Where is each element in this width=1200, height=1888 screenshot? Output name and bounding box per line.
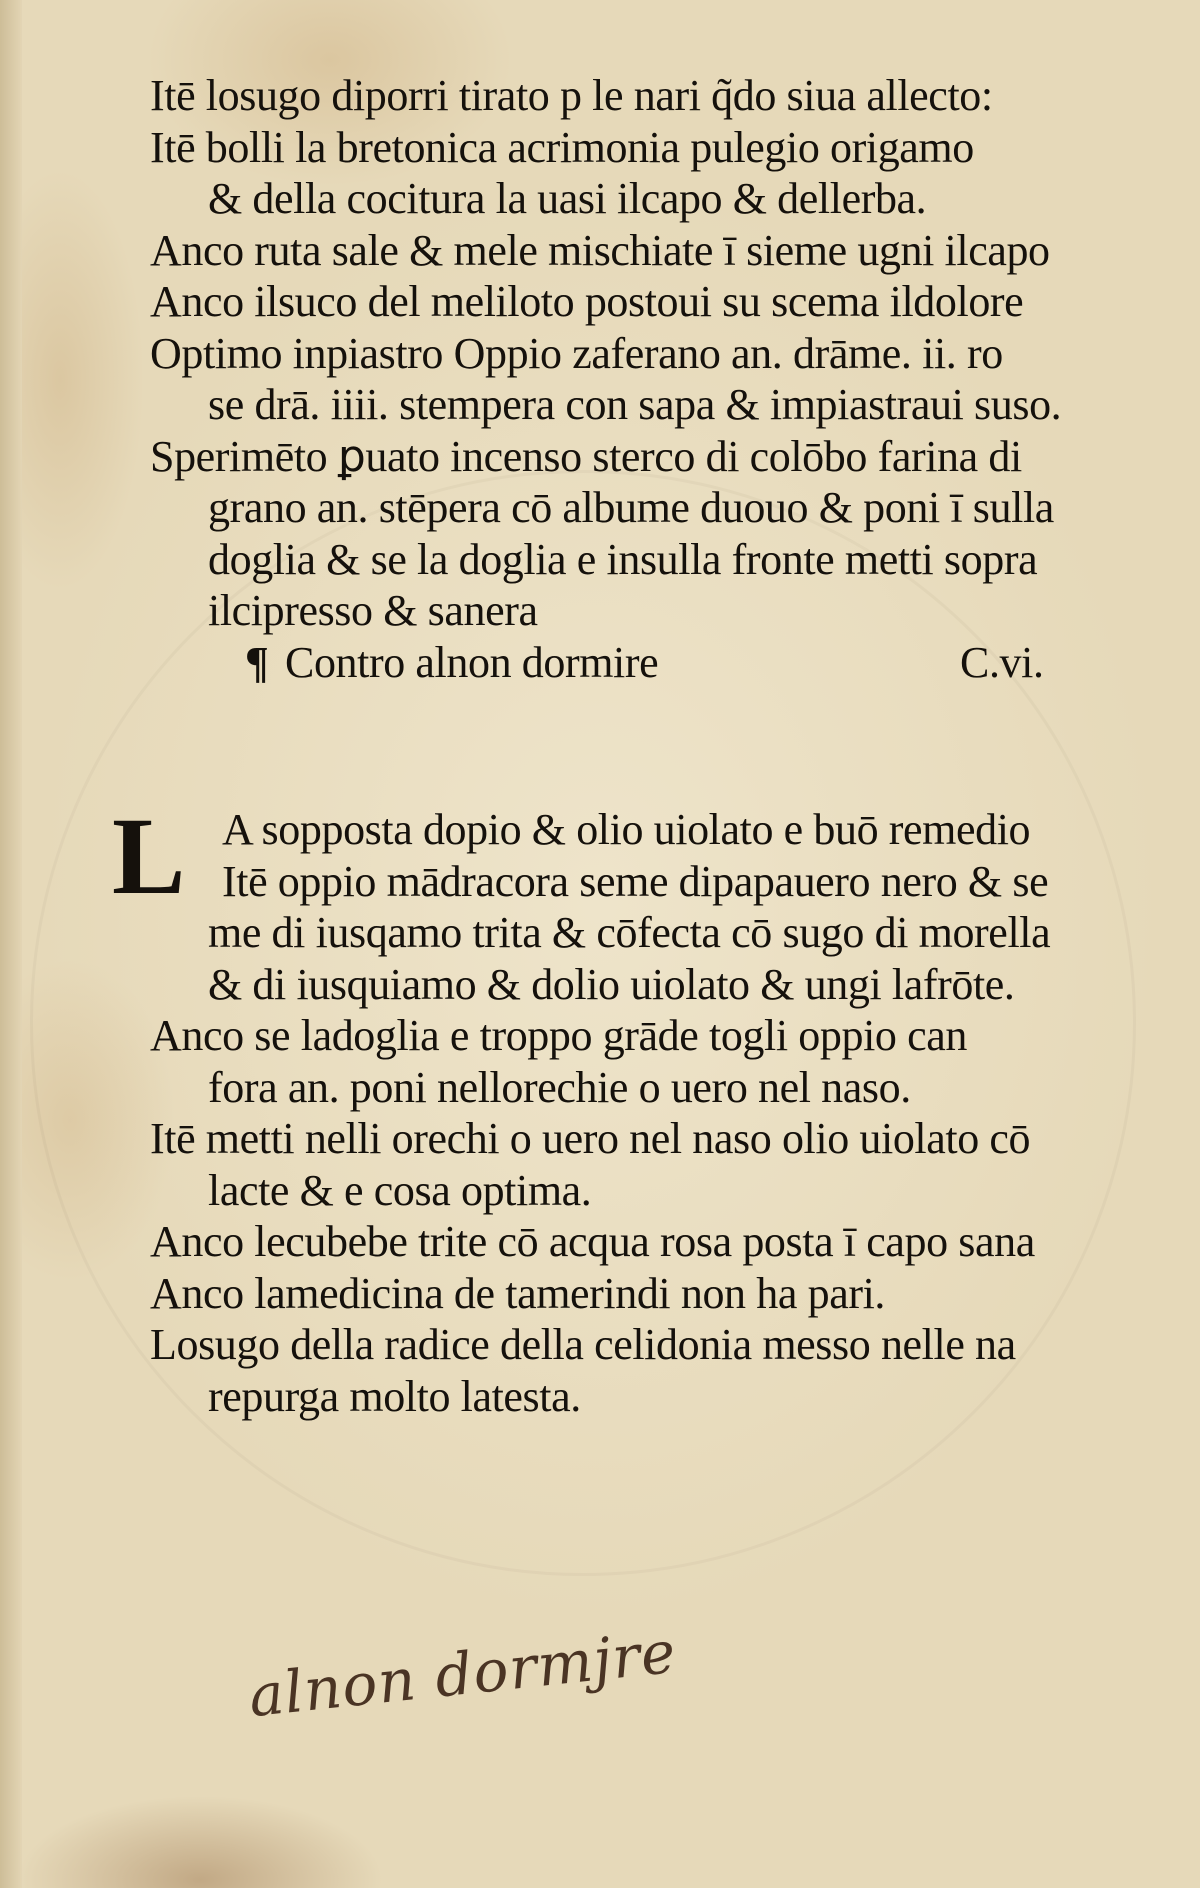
text-line: Itē oppio mādracora seme dipapauero nero & se — [222, 856, 1049, 906]
text-line: fora an. poni nellorechie o uero nel naso. — [208, 1062, 911, 1112]
text-line: Anco lamedicina de tamerindi non ha pari. — [150, 1268, 885, 1318]
drop-cap-initial: L — [112, 795, 186, 917]
printed-text-block — [150, 70, 1150, 688]
text-line: lacte & e cosa optima. — [208, 1165, 592, 1215]
text-line: & della cocitura la uasi ilcapo & dellerba. — [208, 174, 927, 223]
text-line: se drā. iiii. stempera con sapa & impiastraui suso. — [208, 380, 1062, 429]
drop-cap-lines — [222, 804, 1048, 907]
text-line: Losugo della radice della celidonia messo nelle na — [150, 1320, 1016, 1369]
text-line: Anco ruta sale & mele mischiate ī sieme ugni ilcapo — [150, 225, 1050, 275]
page-edge — [0, 0, 22, 1888]
handwritten-note: alnon dormjre — [245, 1617, 680, 1731]
text-line: Itē losugo diporri tirato p le nari q̃do siua allecto: — [150, 71, 993, 120]
text-line: & di iusquiamo & dolio uiolato & ungi lafrōte. — [208, 959, 1015, 1009]
text-line: A soppostа dopio & olio uiolato e buō remedio — [222, 805, 1031, 854]
section-title: Contro alnon dormire — [285, 637, 659, 687]
pilcrow-icon: ¶ — [245, 637, 269, 687]
text-line: Itē metti nelli orechi o uero nel naso olio uiolato cō — [150, 1114, 1031, 1163]
section-number: C.vi. — [960, 637, 1044, 687]
text-line: Anco lecubebe trite cō acqua rosa posta ī capo sana — [150, 1217, 1035, 1266]
text-line: Optimo inpiastro Oppio zaferano an. drāme. ii. ro — [150, 328, 1003, 378]
text-line: repurga molto latesta. — [208, 1371, 581, 1421]
printed-text-block-lower — [150, 907, 1150, 1422]
text-line: ilcipresso & sanera — [208, 586, 538, 635]
section-heading — [150, 637, 1150, 689]
text-line: grano an. stēpera cō albume duouo & poni ī sulla — [208, 483, 1054, 532]
text-line: Sperimēto ꝑuato incenso sterco di colōbo farina di — [150, 431, 1022, 481]
text-line: me di iusqamo trita & cōfecta cō sugo di morella — [208, 908, 1051, 957]
text-line: Anco ilsuco del meliloto postoui su scema ildolore — [150, 277, 1024, 326]
text-line: doglia & se la doglia e insulla fronte metti sopra — [208, 534, 1038, 584]
text-line: Itē bolli la bretonica acrimonia pulegio origamo — [150, 122, 974, 172]
text-line: Anco se ladoglia e troppo grāde togli oppio can — [150, 1011, 967, 1060]
